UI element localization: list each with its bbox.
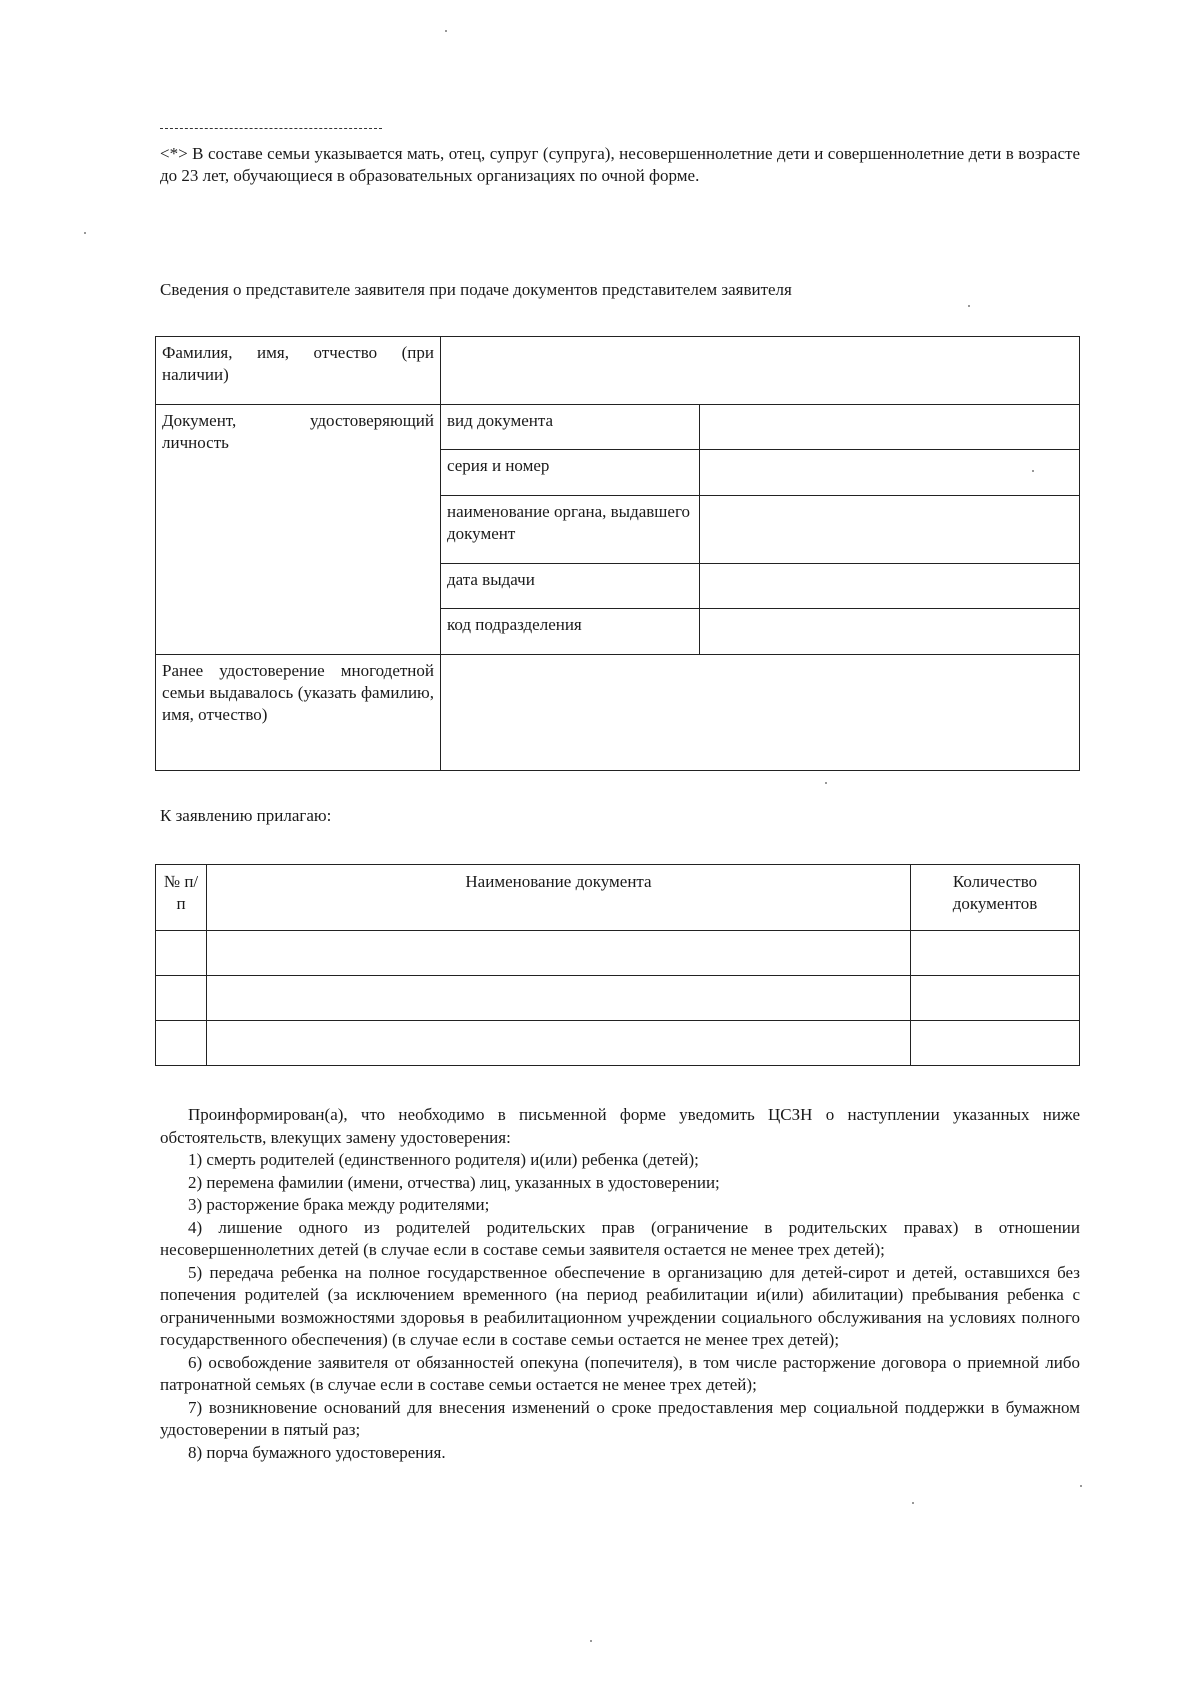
table-row: [156, 655, 1080, 771]
header-document-name: Наименование документа: [207, 865, 911, 931]
scan-speck: [1080, 1485, 1082, 1487]
table-row: [156, 931, 1080, 976]
table-row: [156, 976, 1080, 1021]
header-document-count: Количество документов: [911, 865, 1080, 931]
scan-speck: [968, 305, 970, 307]
header-num: № п/п: [156, 865, 207, 931]
attachment-num-cell[interactable]: [156, 976, 207, 1021]
id-field-label: наименование органа, выдавшего документ: [441, 496, 700, 564]
attachment-num-cell[interactable]: [156, 1021, 207, 1066]
fio-label: Фамилия, имя, отчество (при наличии): [156, 337, 441, 405]
representative-table: [155, 336, 1080, 771]
notification-intro: Проинформирован(а), что необходимо в письменной форме уведомить ЦСЗН о наступлении указанных ниже обстоятельств, влекущих замену удостоверения:: [160, 1105, 1080, 1147]
scan-speck: [445, 30, 447, 32]
attachment-count-cell[interactable]: [911, 1021, 1080, 1066]
scan-speck: [590, 1640, 592, 1642]
fio-value-field[interactable]: [441, 337, 1080, 405]
id-document-label: Документ, удостоверяющий личность: [156, 405, 441, 655]
table-row: [156, 337, 1080, 405]
attachment-name-cell[interactable]: [207, 1021, 911, 1066]
id-field-label: серия и номер: [441, 450, 700, 496]
representative-section-title: Сведения о представителе заявителя при подаче документов представителем заявителя: [160, 280, 792, 299]
previous-certificate-label: Ранее удостоверение многодетной семьи выдавалось (указать фамилию, имя, отчество): [156, 655, 441, 771]
scan-speck: [1032, 470, 1034, 472]
attachment-name-cell[interactable]: [207, 976, 911, 1021]
notification-item: 2) перемена фамилии (имени, отчества) лиц, указанных в удостоверении;: [188, 1172, 720, 1192]
table-row: [156, 1021, 1080, 1066]
notification-item: 3) расторжение брака между родителями;: [188, 1195, 490, 1214]
notification-item: 5) передача ребенка на полное государственное обеспечение в организацию для детей-сирот и детей, оставшихся без попечения родителей (за исключением временного (на период реабилитации и(или) абилитации) пребывания ребенка с ограниченными возможностями здоровья в реабилитационном учреждении социального обслуживания на условиях полного государственного обеспечения) (в случае если в составе семьи остается не менее трех детей);: [160, 1262, 1080, 1349]
scan-speck: [825, 782, 827, 784]
attachment-num-cell[interactable]: [156, 931, 207, 976]
scan-speck: [84, 232, 86, 234]
attachments-table: [155, 864, 1080, 1066]
id-field-label: вид документа: [441, 405, 700, 450]
attachment-count-cell[interactable]: [911, 976, 1080, 1021]
previous-certificate-value-field[interactable]: [441, 655, 1080, 771]
id-field-label: дата выдачи: [441, 564, 700, 609]
scan-speck: [912, 1502, 914, 1504]
notification-item: 1) смерть родителей (единственного родителя) и(или) ребенка (детей);: [188, 1150, 699, 1169]
table-row: [156, 405, 1080, 450]
notification-item: 7) возникновение оснований для внесения изменений о сроке предоставления мер социальной поддержки в бумажном удостоверении в пятый раз;: [160, 1397, 1080, 1439]
id-field-label: код подразделения: [441, 609, 700, 655]
footnote: <*> В составе семьи указывается мать, отец, супруг (супруга), несовершеннолетние дети и совершеннолетние дети в возрасте до 23 лет, обучающиеся в образовательных организациях по очной форме.: [160, 144, 1080, 185]
attachments-title: К заявлению прилагаю:: [160, 806, 332, 825]
attachment-name-cell[interactable]: [207, 931, 911, 976]
id-field-value[interactable]: [700, 405, 1080, 450]
notification-item: 6) освобождение заявителя от обязанностей опекуна (попечителя), в том числе расторжение договора о приемной либо патронатной семьях (в случае если в составе семьи остается не менее трех детей);: [160, 1352, 1080, 1394]
id-field-value[interactable]: [700, 450, 1080, 496]
table-header-row: [156, 865, 1080, 931]
id-field-value[interactable]: [700, 564, 1080, 609]
attachment-count-cell[interactable]: [911, 931, 1080, 976]
id-field-value[interactable]: [700, 496, 1080, 564]
id-field-value[interactable]: [700, 609, 1080, 655]
notification-item: 8) порча бумажного удостоверения.: [188, 1442, 446, 1462]
footnote-separator: [160, 128, 382, 129]
notification-item: 4) лишение одного из родителей родительских прав (ограничение в родительских правах) в отношении несовершеннолетних детей (в случае если в составе семьи заявителя остается не менее трех детей);: [160, 1217, 1080, 1259]
notification-section: [160, 1104, 1080, 1464]
